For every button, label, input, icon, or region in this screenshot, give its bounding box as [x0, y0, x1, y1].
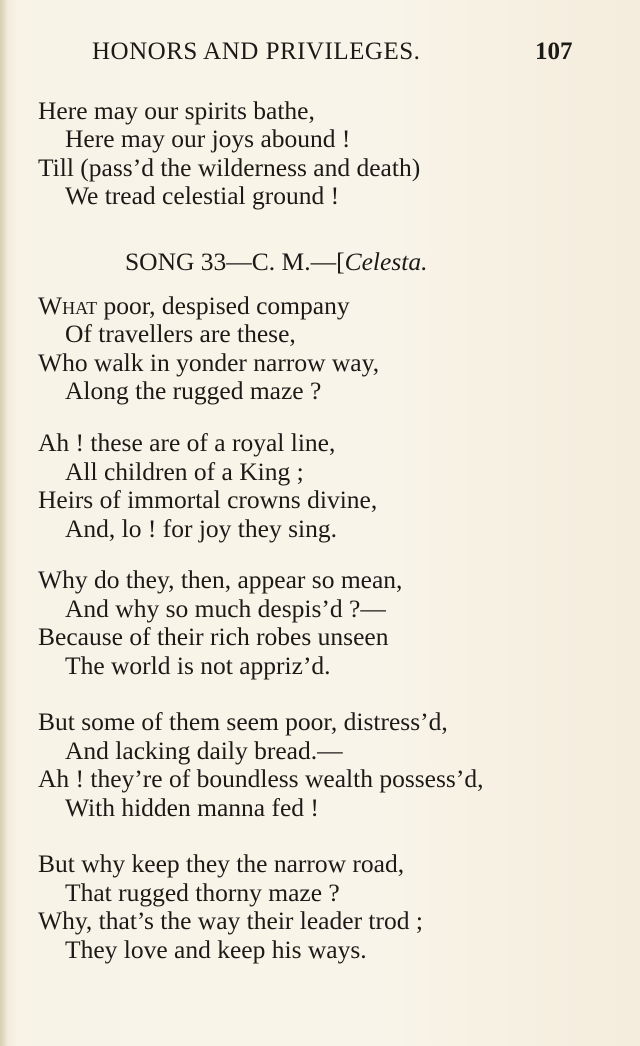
verse-line	[38, 292, 350, 320]
verse-line: Along the rugged maze ?	[65, 376, 322, 405]
song-heading	[125, 248, 427, 276]
verse-line: But some of them seem poor, distress’d,	[38, 707, 448, 736]
verse-line: With hidden manna fed !	[65, 793, 319, 822]
song-number-meter: SONG 33—C. M.—[	[125, 247, 345, 276]
verse-line: That rugged thorny maze ?	[65, 878, 340, 907]
page-number: 107	[535, 38, 573, 65]
verse-line: They love and keep his ways.	[65, 935, 367, 964]
verse-line: Till (pass’d the wilderness and death)	[38, 153, 421, 182]
verse-line: And, lo ! for joy they sing.	[65, 514, 337, 543]
verse-line: And why so much despis’d ?—	[65, 594, 386, 623]
running-head: HONORS AND PRIVILEGES.	[92, 38, 421, 65]
initial-word: What	[38, 291, 98, 320]
verse-line: Heirs of immortal crowns divine,	[38, 485, 378, 514]
verse-line: Ah ! they’re of boundless wealth possess’d,	[38, 764, 484, 793]
verse-line: Of travellers are these,	[65, 319, 296, 348]
page-header	[0, 38, 640, 74]
verse-line: And lacking daily bread.—	[65, 736, 343, 765]
verse-line: Here may our joys abound !	[65, 124, 351, 153]
verse-line: Who walk in yonder narrow way,	[38, 348, 380, 377]
verse-line: We tread celestial ground !	[65, 181, 340, 210]
verse-line: Why do they, then, appear so mean,	[38, 565, 403, 594]
verse-line: Here may our spirits bathe,	[38, 96, 315, 125]
page-spine-shadow	[0, 0, 8, 1046]
verse-line: The world is not appriz’d.	[65, 651, 331, 680]
verse-line: But why keep they the narrow road,	[38, 849, 405, 878]
verse-line: Because of their rich robes unseen	[38, 622, 389, 651]
tune-name: Celesta.	[344, 247, 428, 276]
first-line-rest: poor, despised company	[97, 291, 350, 320]
verse-line: Why, that’s the way their leader trod ;	[38, 906, 423, 935]
verse-line: Ah ! these are of a royal line,	[38, 428, 336, 457]
verse-line: All children of a King ;	[65, 457, 304, 486]
